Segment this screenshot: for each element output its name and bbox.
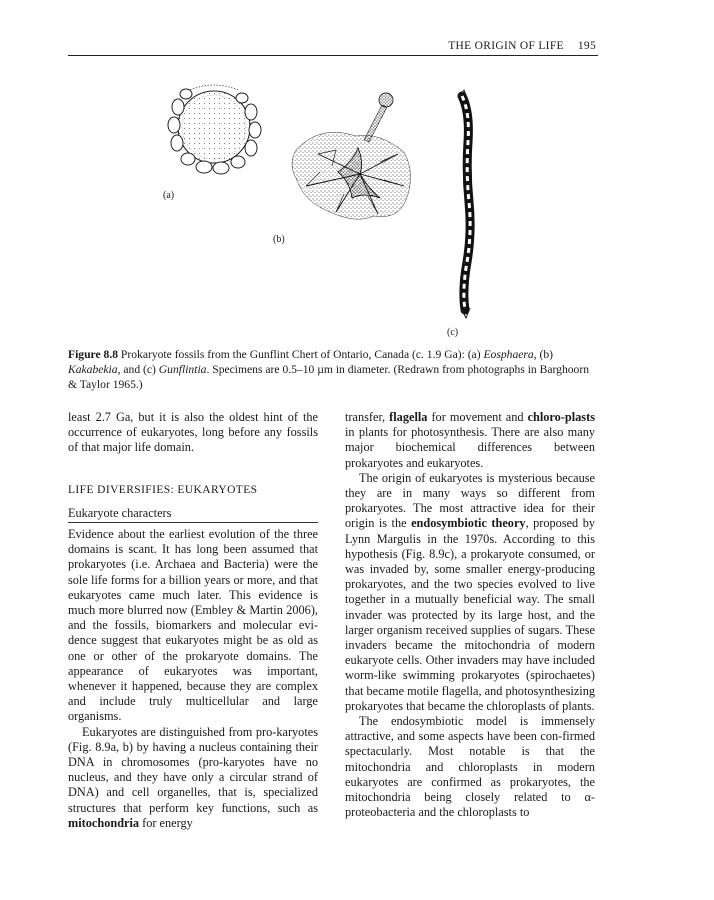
panel-label-b: (b) <box>273 234 285 245</box>
paragraph-text: in plants for photosynthesis. There are also many major biochemical differences between prokaryotes and eukaryotes. <box>345 425 595 470</box>
keyword-mitochondria: mitochondria <box>68 815 140 830</box>
gunflintia-fossil <box>458 90 470 318</box>
paragraph: least 2.7 Ga, but it is also the oldest hint of the occurrence of eukaryotes, long before any fossils of that major life domain. <box>68 410 318 455</box>
section-heading: LIFE DIVERSIFIES: EUKARYOTES <box>68 483 258 496</box>
paragraph <box>345 410 595 471</box>
paragraph-text: Eukaryotes are distinguished from pro-karyotes (Fig. 8.9a, b) by having a nucleus containing their DNA in chromosomes (pro-karyotes have no nucleus, and they have only a circular strand of DNA) and cell organelles, that is, specialized structures that perform key functions, such as <box>68 724 318 815</box>
caption-text: . Specimens are 0.5–10 µm in diameter. (Redrawn from photographs in Barghoorn & Taylor 1965.) <box>68 363 590 391</box>
fossil-illustrations <box>68 62 598 352</box>
running-title: THE ORIGIN OF LIFE <box>448 40 564 52</box>
genus-kakabekia: Kakabekia <box>68 363 118 376</box>
running-header <box>68 40 596 52</box>
left-column <box>68 410 318 831</box>
figure-8-8 <box>68 62 598 352</box>
kakabekia-fossil <box>292 93 411 219</box>
paragraph: The endosymbiotic model is immensely attractive, and some aspects have been con-firmed spectacularly. Most notable is that the mitochondria and chloroplasts in modern eukaryotes are confirmed as prokaryotes, the mitochondria being closely related to α-proteobacteria and the chloroplasts to <box>345 714 595 820</box>
genus-eosphaera: Eosphaera <box>483 348 534 361</box>
eosphaera-fossil <box>168 85 261 174</box>
panel-label-a: (a) <box>163 190 175 201</box>
caption-text: , and (c) <box>117 363 159 376</box>
caption-text: Prokaryote fossils from the Gunflint Chert of Ontario, Canada (c. 1.9 Ga): (a) <box>118 348 484 361</box>
genus-gunflintia: Gunflintia <box>158 363 207 376</box>
panel-label-c: (c) <box>447 327 459 338</box>
keyword-flagella: flagella <box>389 410 428 424</box>
paragraph-text: , proposed by Lynn Margulis in the 1970s. According to this hypothesis (Fig. 8.9c), a prokaryote consumed, or was invaded by, some smaller energy-producing prokaryotes, and the two species evolved to live together in a mutually beneficial way. The small invader was protected by its large host, and the larger organism received supplies of sugars. These invaders became the mitochondria of modern eukaryote cells. Other invaders may have included worm-like swimming prokaryotes (spirochaetes) that became motile flagella, and photosynthesizing prokaryotes that became the chloroplasts of plants. <box>345 516 595 713</box>
paragraph <box>68 725 318 831</box>
caption-text: , (b) <box>533 348 554 361</box>
paragraph-text: transfer, <box>345 410 390 424</box>
paragraph-text: for movement and <box>427 410 528 424</box>
header-rule <box>68 55 598 56</box>
right-column <box>345 410 595 820</box>
keyword-chloroplasts: chloro-plasts <box>527 410 595 424</box>
page-number: 195 <box>577 40 596 52</box>
paragraph <box>345 471 595 714</box>
figure-caption <box>68 347 598 392</box>
figure-label: Figure 8.8 <box>68 348 119 361</box>
subsection-heading: Eukaryote characters <box>68 506 318 523</box>
paragraph-text: for energy <box>139 815 193 830</box>
paragraph-text: The origin of eukaryotes is mysterious because they are in many ways so different from prokaryotes. The most attractive idea for their origin is the <box>345 470 595 531</box>
paragraph: Evidence about the earliest evolution of the three domains is scant. It has long been assumed that prokaryotes (i.e. Archaea and Bacteria) were the sole life forms for a billion years or more, and that eukaryotes came much later. This evidence is much more blurred now (Embley & Martin 2006), and the fossils, biomarkers and molecular evi-dence suggest that eukaryotes might be as old as one or other of the prokaryote domains. The appearance of eukaryotes was important, whenever it happened, because they are complex and include truly multicellular and large organisms. <box>68 527 318 724</box>
keyword-endosymbiotic-theory: endosymbiotic theory <box>411 516 526 531</box>
